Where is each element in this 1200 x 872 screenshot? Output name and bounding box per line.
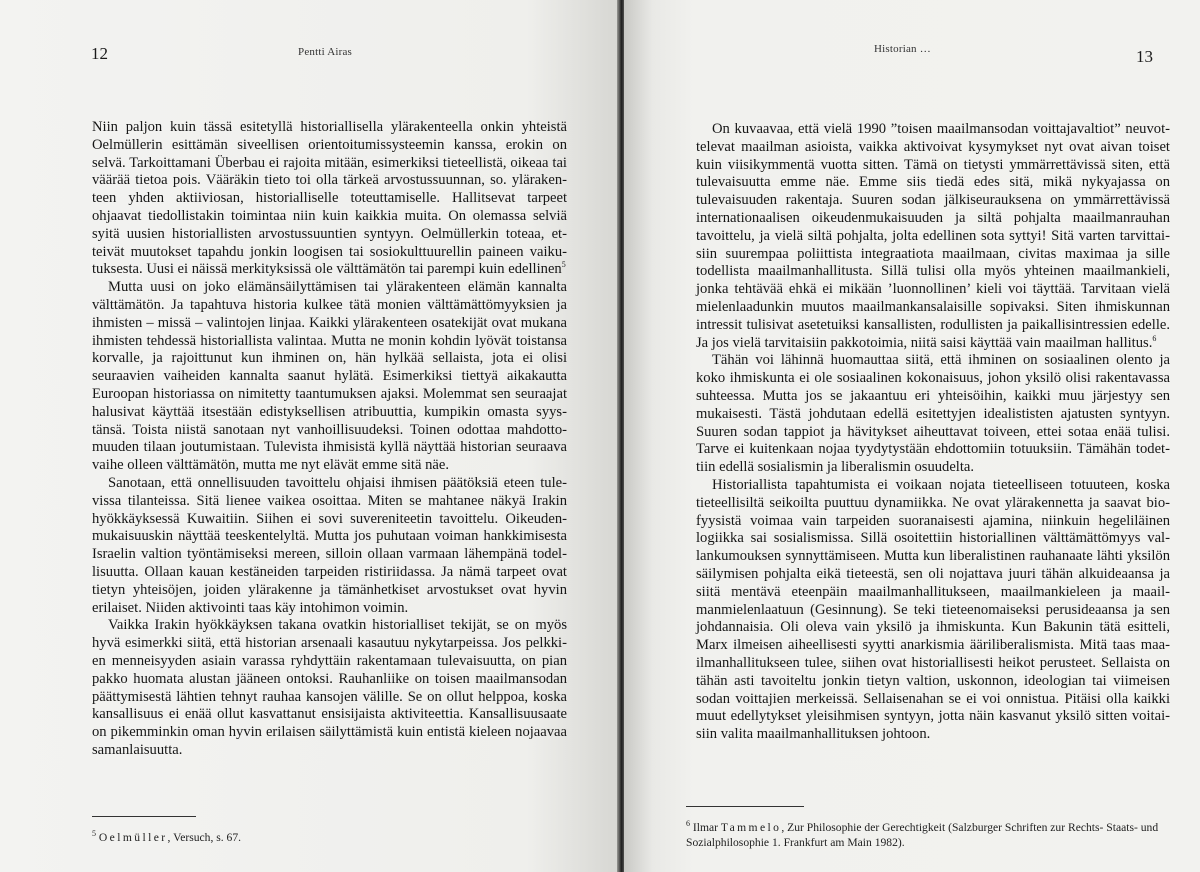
footnote-author: Tammelo bbox=[720, 821, 782, 834]
page-number: 13 bbox=[1136, 47, 1153, 66]
paragraph bbox=[92, 617, 567, 759]
paragraph bbox=[696, 352, 1170, 477]
footnote-author: Oelmüller bbox=[98, 831, 168, 844]
paragraph-text: On kuvaavaa, että vielä 1990 ”toisen maailmansodan voittajavaltiot” neuvottelevat maailman asioista, vaikka aktivoivat kysymykset nyt ovat aivan toiset kuin viisikymmentä vuotta sitten. Tämä on tietysti ymmärrettävissä siten, että tulevaisuutta emme näe. Emme siis tiedä edes sitä, mikä nykyajassa on tulevaisuuden rakentaja. Suuren sodan jälkiseurauksena on ymmärrettävissä internationaalisen oikeudenmukaisuuden ja siltä pohjalta maailmanrauhan tavoittelu, ja vielä siltä pohjalta, jolta edellinen sota syttyi! Sitä varten tarvittaisiin suurempaa poliittista integraatiota maailmaan, civitas maximaa ja sille todellista maailmanhallitusta. Sillä tulisi olla myös yhteinen maailmankieli, jonka tehtävää ehkä ei mikään ’luonnollinen’ kieli voi täyttää. Tarvitaan vielä mielenlaadunkin muutos maailmankansalaisille sopivaksi. Siten ihmiskunnan intressit tulisivat asetetuiksi kansallisten, rodullisten ja paikallisintressien edelle. Ja jos vielä tarvitaisiin pakkotoimia, niitä saisi käyttää vain maailman hallitus. bbox=[696, 121, 1170, 351]
paragraph bbox=[92, 475, 567, 617]
paragraph-text: Historiallista tapahtumista ei voikaan nojata tieteelliseen totuuteen, koska tieteellisiltä seikoilta puuttuu dynamiikka. Ne ovat ylärakennetta ja saavat biofyysistä voimaa vain tarpeiden suoranaisesti ajamina, niinkuin hegeliläinen logiikka sai sosialismissa. Sillä osoitettiin historiallinen välttämättömyys vallankumouksen synnyttämiseen. Mutta kun liberalistinen rauhanaate lähti yksilön säilymisen pohjalta eikä tieteestä, sen oli nojattava juuri tähän alkuideaansa ja siitä mentävä eteenpäin maailmanhallitukseen, maailmankieleen ja maailmanmielenlaatuun (Gesinnung). Se teki tieteenomaiseksi perusideaansa ja sen johdannaisia. Oli oleva vain yksilö ja ihmiskunta. Kun Bakunin tätä esitteli, Marx ilmeisen aiheellisesti syytti anarkismia ääriliberalismista. Mitä taas maailmanhallitukseen tulee, siihen ovat historiallisesti heikot perusteet. Sellaista on tähän asti tavoiteltu jonkin tietyn valtion, uskonnon, ideologian tai viimeisen sodan voittajien merkeissä. Sellaisenahan se ei voi onnistua. Pitäisi olla kaikki muut edellytykset yleisihmisen syntyyn, jotta näin kasvanut yksilö sitten voitaisiin valita maailmanhallituksen johtoon. bbox=[696, 476, 1170, 743]
footnote-pre: Ilmar bbox=[692, 821, 721, 834]
footnote-marker: 6 bbox=[686, 819, 690, 829]
footnote-ref: 5 bbox=[561, 260, 566, 270]
paragraph-text: Mutta uusi on joko elämänsäilyttämisen tai ylärakenteen elämän kannalta välttämätön. Ja tapahtuva historia kulkee tätä monien välttämättömyyksien ja ihmisten – missä – valintojen linjaa. Kaikki ylärakenteen osatekijät ovat mukana ihmisten tehdessä historiallista valintaa. Mutta ne monin kohdin lyövät toistansa korvalle, ja rajoittunut kun ihminen on, hän hylkää sellaista, jota ei olisi seuraavien vaiheiden kannalta saanut hylätä. Esimerkiksi tiettyä aikakautta Euroopan historiassa on nimitetty taantumuksen ajaksi. Molemmat sen seuraajat halusivat käyttää itsestään edistyksellisen atribuuttia, kumpikin omasta syystänsä. Toista niistä sanotaan nyt vanhoillisuudeksi. Toinen odottaa mahdottomuuden tilaan joutumistaan. Tulevista ihmisistä kyllä näyttää historian seuraava vaihe olleen välttämätön, mutta me nyt elävät emme sitä näe. bbox=[92, 279, 567, 474]
running-head: Historian … bbox=[874, 43, 931, 55]
paragraph bbox=[696, 121, 1170, 352]
paragraph-text: Vaikka Irakin hyökkäyksen takana ovatkin historialliset tekijät, se on myös hyvä esimerkki siitä, että historian arsenaali kasautuu nykytarpeissa. Jos pelkkien menneisyyden asiain varassa ryhdyttäin rakentamaan tulevaisuutta, on pian pakko huomata alustan jääneen ontoksi. Rauhanliike on toisen maailmansodan päättymisestä lähtien tehnyt rauhaa kansojen välille. Se on ollut helppoa, koska kansallisuus ei enää ollut kasvattanut ensisijaista aktiviteettia. Kansallisuusaate on pikemminkin oman hyvin erilaisen säilyttämistä kuin entistä kieleen nojaavaa samanlaisuutta. bbox=[92, 617, 567, 758]
footnote bbox=[686, 820, 1168, 850]
paragraph bbox=[696, 477, 1170, 744]
footnote-rule bbox=[92, 816, 196, 817]
footnote-ref: 6 bbox=[1152, 333, 1157, 343]
footnote bbox=[92, 830, 241, 845]
page-number: 12 bbox=[91, 44, 108, 63]
paragraph bbox=[92, 279, 567, 475]
paragraph-text: Niin paljon kuin tässä esitetyllä historiallisella ylärakenteella onkin yhteistä Oelmüllerin esittämän siveellisen orientoitumissysteemin kanssa, erokin on selvä. Tarkoittamani Überbau ei rajoita mitään, esimerkiksi tieteellistä, oikeaa tai väärää tietoa pois. Vääräkin tieto toi olla tärkeä arvostussuunnan, so. ylärakenteen yhden aktiiviosan, historialliselle toteuttamiselle. Hallitsevat tarpeet ohjaavat tiedollistakin toimintaa niin kuin kaikkia muita. On olemassa selviä syitä uusien historiallisten arvostussuuntien syntyyn. Oelmüllerkin toteaa, etteivät muutokset tapahdu jonkin loogisen tai sosiokulttuurellin paineen vaikutuksesta. Uusi ei näissä merkityksissä ole välttämätön tai parempi kuin edellinen bbox=[92, 119, 567, 278]
paragraph-text: Sanotaan, että onnellisuuden tavoittelu ohjaisi ihmisen päätöksiä eteen tulevissa tilanteissa. Sitä lienee vaikea osoittaa. Miten se mahtanee näkyä Irakin hyökkäyksessä Kuwaitiin. Siihen ei sovi suvereniteetin tavoittelu. Oikeudenmukaisuuskin näyttää teeskentelyltä. Mutta jos puhutaan voiman hankkimisesta Israelin valtion työntämiseksi mereen, silloin ollaan varmaan lähempänä todellisuutta. Ollaan kauan kestäneiden tarpeiden ristiriidassa. Ja nämä tarpeet ovat tietyn yhteisöjen, joiden ylärakenne ja tämänhetkiset arvostukset ovat hyvin erilaiset. Niiden aktivointi taas käy intohimon voimin. bbox=[92, 474, 567, 616]
paragraph-text: Tähän voi lähinnä huomauttaa siitä, että ihminen on sosiaalinen olento ja koko ihmiskunta ei ole sosiaalinen kokonaisuus, johon yksilö olisi rakentavassa suhteessa. Mutta jos se jakaantuu eri yhteisöihin, kaikki muu järjestyy sen mukaisesti. Tästä johdutaan edellä esitettyjen idealististen ajatusten syntyyn. Suuren sodan tappiot ja hävitykset aiheuttavat toiveen, ettei sotaa enää tulisi. Tarve ei kuitenkaan nojaa tyydytystään ehdottomiin totuuksiin. Tämähän todettiin edellä sosialismin ja liberalismin osuudelta. bbox=[696, 352, 1170, 476]
body-text bbox=[92, 119, 567, 760]
body-text bbox=[696, 121, 1170, 744]
footnote-text: , Zur Philosophie der Gerechtigkeit (Salzburger Schriften zur Rechts- Staats- und Sozialphilosophie 1. Frankfurt am Main 1982). bbox=[686, 821, 1159, 849]
paragraph bbox=[92, 119, 567, 279]
running-head: Pentti Airas bbox=[298, 46, 353, 58]
footnote-text: , Versuch, s. 67. bbox=[167, 831, 242, 844]
footnote-marker: 5 bbox=[92, 829, 96, 839]
right-page bbox=[624, 0, 1200, 872]
footnote-rule bbox=[686, 806, 804, 807]
